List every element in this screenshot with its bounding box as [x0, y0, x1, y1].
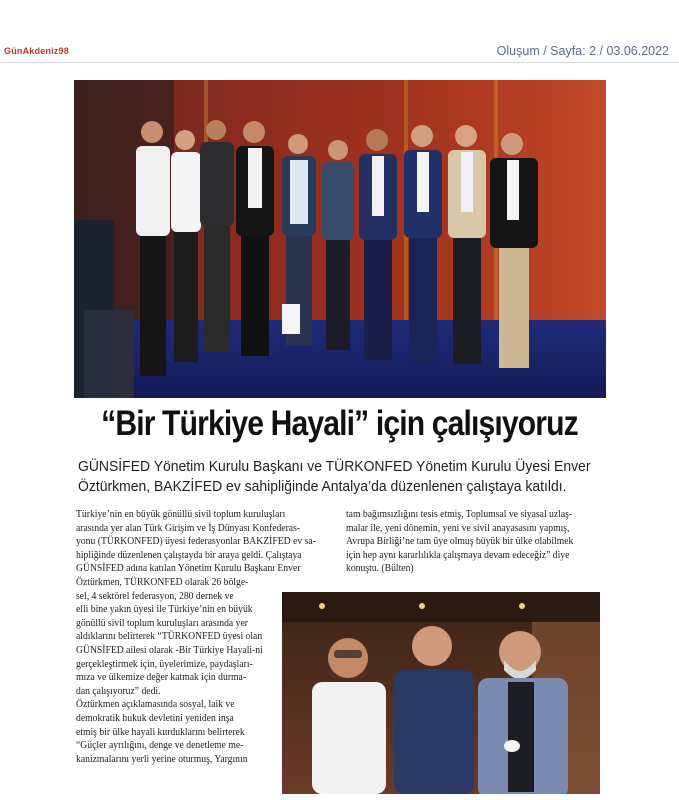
body-line: GÜNSİFED adına katılan Yönetim Kurulu Başkanı Enver	[76, 563, 301, 575]
header-bar	[0, 0, 679, 72]
body-line: yonu (TÜRKONFED) üyesi federasyonlar BAKZİFED ev sa-	[76, 536, 316, 548]
deck-line: Öztürkmen, BAKZİFED ev sahipliğinde Antalya’da düzenlenen çalıştaya katıldı.	[78, 478, 567, 495]
body-line: etmiş bir ülke hayali kurduklarını belirterek	[76, 726, 245, 738]
publication-logo: GünAkdeniz98	[4, 46, 69, 56]
page-info: Oluşum / Sayfa: 2 / 03.06.2022	[496, 44, 669, 58]
body-line: için hep aynı kararlılıkla çalışmaya devam edeceğiz” diye	[346, 549, 570, 561]
secondary-photo	[282, 592, 600, 794]
body-line: GÜNSİFED ailesi olarak -Bir Türkiye Hayali-ni	[76, 644, 263, 656]
body-line: Avrupa Birliği’ne tam üye olmuş büyük bir ülke olabilmek	[346, 536, 574, 548]
body-line: sel, 4 sektörel federasyon, 280 dernek ve	[76, 590, 234, 602]
body-line: mıza ve ülkemize değer katmak için durma-	[76, 672, 247, 684]
group-photo	[74, 80, 606, 398]
header-divider	[0, 62, 679, 63]
body-line: malar ile, yeni dönemin, yeni ve sivil anayasasını yapmış,	[346, 522, 570, 534]
body-line: arasında yer alan Türk Girişim ve İş Dünyası Konfederas-	[76, 522, 301, 534]
body-line: gerçekleştirmek için, üyelerimize, paydaşları-	[76, 658, 253, 670]
body-line: demokratik hukuk devletini yeniden inşa	[76, 712, 234, 724]
body-line: elli bine yakın üyesi ile Türkiye’nin en büyük	[76, 604, 253, 616]
article-column-1	[76, 508, 316, 766]
body-line: “Güçler ayrılığını, denge ve denetleme me-	[76, 740, 244, 752]
deck-line: GÜNSİFED Yönetim Kurulu Başkanı ve TÜRKONFED Yönetim Kurulu Üyesi Enver	[78, 458, 591, 475]
body-line: dan çalışıyoruz” dedi.	[76, 685, 161, 697]
article-deck	[78, 457, 591, 497]
body-line: konuştu. (Bülten)	[346, 563, 414, 575]
body-line: aldıklarını belirterek “TÜRKONFED üyesi olan	[76, 631, 263, 643]
body-line: gönüllü sivil toplum kuruluşları arasında yer	[76, 617, 248, 629]
body-line: Türkiye’nin en büyük gönüllü sivil toplum kuruluşları	[76, 509, 286, 520]
body-line: tam bağımsızlığını tesis etmiş, Toplumsal ve siyasal uzlaş-	[346, 509, 573, 520]
body-line: hipliğinde düzenlenen çalıştayda bir araya geldi. Çalıştaya	[76, 549, 302, 561]
body-line: Öztürkmen, TÜRKONFED olarak 26 bölge-	[76, 576, 249, 588]
body-line: Öztürkmen açıklamasında sosyal, laik ve	[76, 699, 235, 711]
body-line: kanizmalarını yerli yerine oturmuş, Yargının	[76, 753, 248, 765]
article-column-2	[346, 508, 573, 576]
article-headline: “Bir Türkiye Hayali” için çalışıyoruz	[101, 404, 578, 443]
